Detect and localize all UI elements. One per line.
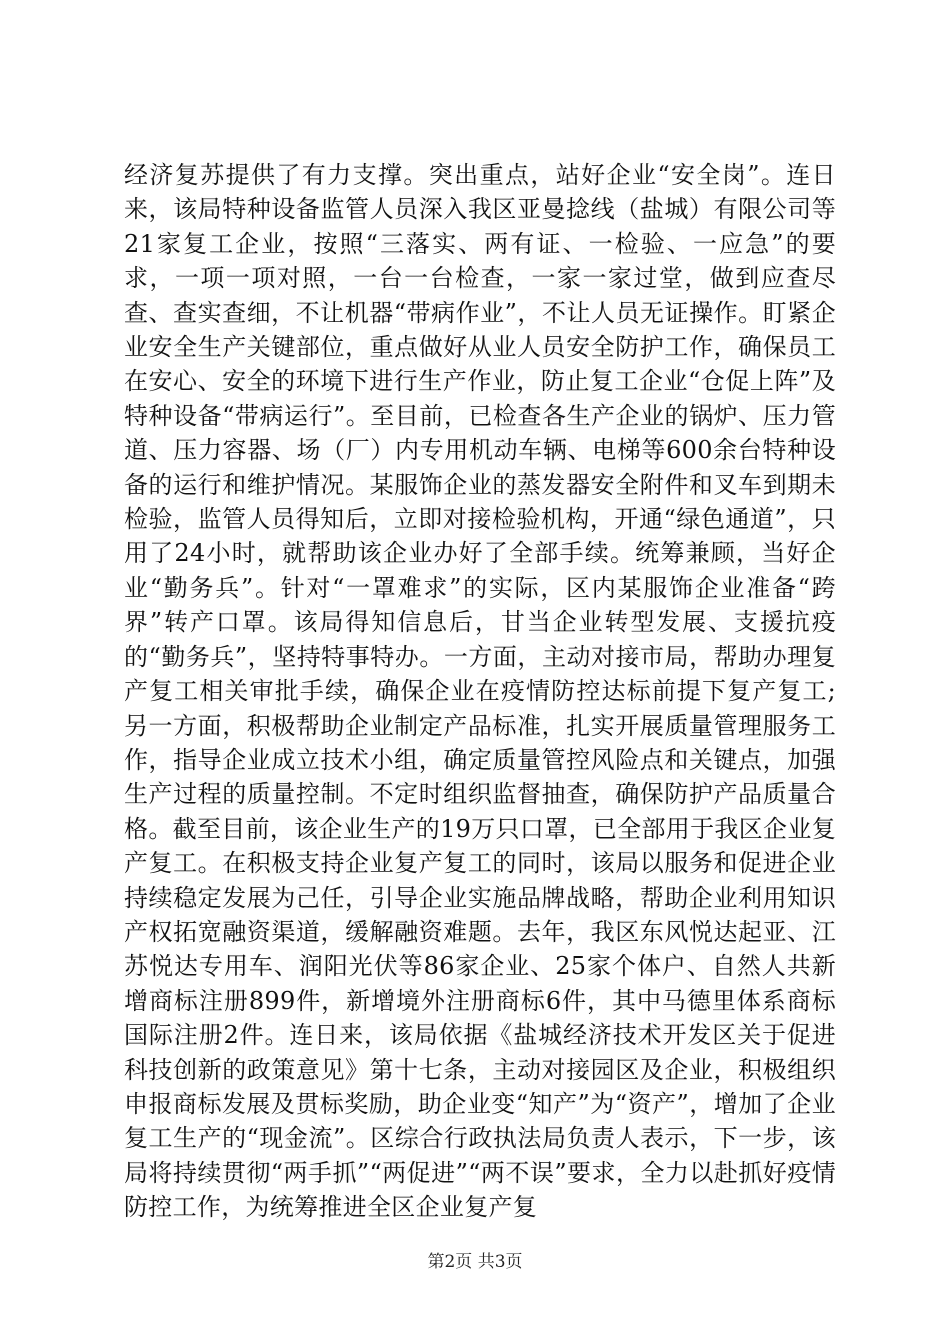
body-paragraph: 经济复苏提供了有力支撑。突出重点，站好企业“安全岗”。连日来，该局特种设备监管人员深入我区亚曼捻线（盐城）有限公司等21家复工企业，按照“三落实、两有证、一检验、一应急”的要求，一项一项对照，一台一台检查，一家一家过堂，做到应查尽查、查实查细，不让机器“带病作业”，不让人员无证操作。盯紧企业安全生产关键部位，重点做好从业人员安全防护工作，确保员工在安心、安全的环境下进行生产作业，防止复工企业“仓促上阵”及特种设备“带病运行”。至目前，已检查各生产企业的锅炉、压力管道、压力容器、场（厂）内专用机动车辆、电梯等600余台特种设备的运行和维护情况。某服饰企业的蒸发器安全附件和叉车到期未检验，监管人员得知后，立即对接检验机构，开通“绿色通道”，只用了24小时，就帮助该企业办好了全部手续。统筹兼顾，当好企业“勤务兵”。针对“一罩难求”的实际，区内某服饰企业准备“跨界”转产口罩。该局得知信息后，甘当企业转型发展、支援抗疫的“勤务兵”，坚持特事特办。一方面，主动对接市局，帮助办理复产复工相关审批手续，确保企业在疫情防控达标前提下复产复工;另一方面，积极帮助企业制定产品标准，扎实开展质量管理服务工作，指导企业成立技术小组，确定质量管控风险点和关键点，加强生产过程的质量控制。不定时组织监督抽查，确保防护产品质量合格。截至目前，该企业生产的19万只口罩，已全部用于我区企业复产复工。在积极支持企业复产复工的同时，该局以服务和促进企业持续稳定发展为己任，引导企业实施品牌战略，帮助企业利用知识产权拓宽融资渠道，缓解融资难题。去年，我区东风悦达起亚、江苏悦达专用车、润阳光伏等86家企业、25家个体户、自然人共新增商标注册899件，新增境外注册商标6件，其中马德里体系商标国际注册2件。连日来，该局依据《盐城经济技术开发区关于促进科技创新的政策意见》第十七条，主动对接园区及企业，积极组织申报商标发展及贯标奖励，助企业变“知产”为“资产”，增加了企业复工生产的“现金流”。区综合行政执法局负责人表示，下一步，该局将持续贯彻“两手抓”“两促进”“两不误”要求，全力以赴抓好疫情防控工作，为统筹推进全区企业复产复 [124,161,836,1222]
page-number-footer: 第2页 共3页 [427,1252,523,1272]
